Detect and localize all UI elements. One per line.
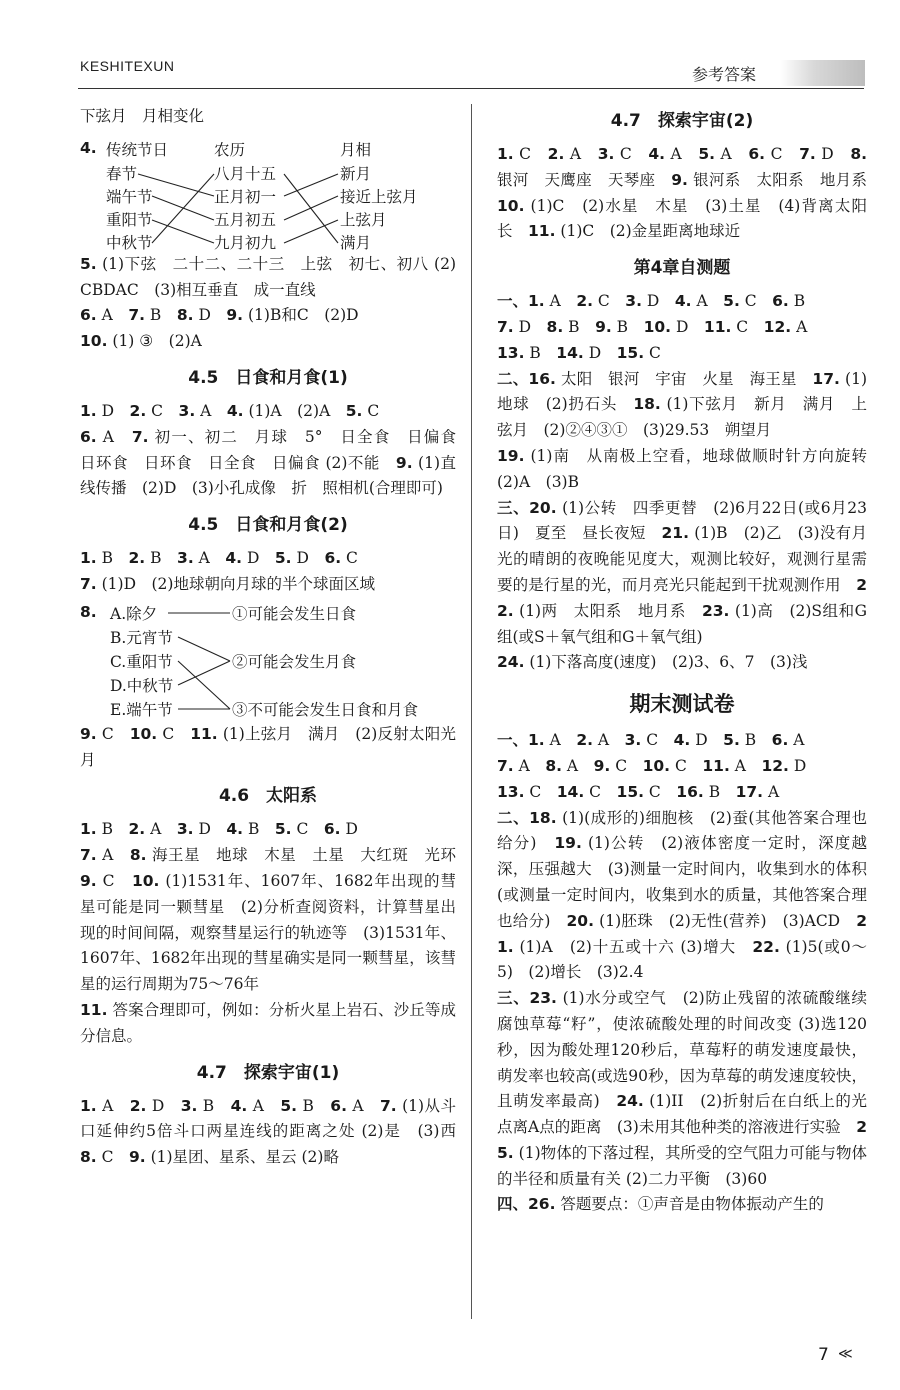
header-brand: KESHITEXUN bbox=[80, 58, 175, 74]
page-arrow-icon: ≪ bbox=[838, 1346, 853, 1362]
header-rule bbox=[78, 88, 864, 89]
q4-festival: 中秋节 bbox=[106, 233, 153, 252]
answers-eclipse-1: 1. D 2. C 3. A 4. (1)A (2)A 5. C 6. A 7. 初一、初二 月球 5° 日全食 日偏食 日环食 日环食 日全食 日偏食 (2)不能 9. (1)直线传播 (2)D (3)小孔成像 折 照相机(合理即可) bbox=[80, 401, 472, 498]
q4-header-phase: 月相 bbox=[340, 140, 372, 159]
page-number: 7 bbox=[818, 1345, 829, 1365]
header-title: 参考答案 bbox=[692, 65, 757, 84]
q4-lunar: 五月初五 bbox=[214, 210, 277, 229]
q4-phase: 接近上弦月 bbox=[340, 187, 418, 206]
answers-chapter4-test: 一、1. A 2. C 3. D 4. A 5. C 6. B 7. D 8. B 9. B 10. D 11. C 12. A 13. B 14. D 15. C 二、16. 太阳 银河 宇宙 火星 海王星 17. (1)地球 (2)扔石头 18. (1)下弦月 新月 满月 上弦月 (2)②④③① (3)29.53 朔望月 19. (1)南 从南极上空看，地球做顺时针方向旋转 (2)A (3)B 三、20. (1)公转 四季更替 (2)6月22日(或6月23日) 夏至 昼长夜短 21. (1)B (2)乙 (3)没有月光的晴朗的夜晚能见度大，观测比较好，观测行星需要的是行星的光，而月亮光只能起到干扰观测作用 22. (1)两 太阳系 地月系 23. (1)高 (2)S组和G组(或S＋氧气组和G＋氧气组) 24. (1)下落高度(速度) (2)3、6、7 (3)浅 bbox=[497, 292, 883, 672]
answers-block-1: 5. (1)下弦 二十二、二十三 上弦 初七、初八 (2)CBDAC (3)相互垂直 成一直线 6. A 7. B 8. D 9. (1)B和C (2)D 10. (1) ③ (2)A bbox=[80, 254, 456, 351]
q8-festival: A.除夕 bbox=[110, 604, 158, 623]
q4-festival: 重阳节 bbox=[106, 210, 153, 229]
q4-label: 4. bbox=[80, 138, 97, 157]
section-title-explore-universe-1: 4.7 探索宇宙(1) bbox=[196, 1062, 340, 1083]
section-title-final-exam: 期末测试卷 bbox=[629, 692, 735, 717]
answers-eclipse-2b: 9. C 10. C 11. (1)上弦月 满月 (2)反射太阳光 月 bbox=[80, 724, 472, 769]
q4-phase: 满月 bbox=[340, 233, 372, 252]
intro-line: 下弦月 月相变化 bbox=[80, 107, 205, 125]
q8-connector-lines bbox=[80, 598, 456, 722]
matching-q8 bbox=[80, 598, 456, 722]
section-title-eclipse-2: 4.5 日食和月食(2) bbox=[188, 515, 348, 536]
q4-header-lunar: 农历 bbox=[214, 140, 246, 159]
q8-festival: B.元宵节 bbox=[110, 628, 173, 647]
q4-festival: 春节 bbox=[106, 164, 138, 183]
answers-solar-system: 1. B 2. A 3. D 4. B 5. C 6. D 7. A 8. 海王星 地球 木星 土星 大红斑 光环 9. C 10. (1)1531年、1607年、1682年出现的彗星可能是同一颗彗星 (2)分析查阅资料，计算彗星出现的时间间隔，观察彗星运行的轨迹等 (3)1531年、1607年、1682年出现的彗星确实是同一颗彗星，该彗星的运行周期为75～76年 11. 答案合理即可，例如：分析火星上岩石、沙丘等成分信息。 bbox=[80, 820, 472, 1045]
section-title-chapter4-test: 第4章自测题 bbox=[633, 258, 731, 279]
answers-explore-universe-2: 1. C 2. A 3. C 4. A 5. A 6. C 7. D 8. 银河 天鹰座 天琴座 9. 银河系 太阳系 地月系 10. (1)C (2)水星 木星 (3)土星 (4)背离太阳 长 11. (1)C (2)金星距离地球近 bbox=[497, 145, 883, 241]
q8-result: ③不可能会发生日食和月食 bbox=[232, 700, 419, 719]
q4-lunar: 九月初九 bbox=[214, 233, 277, 252]
q4-lunar: 八月十五 bbox=[214, 164, 277, 183]
q4-festival: 端午节 bbox=[106, 187, 153, 206]
section-title-explore-universe-2: 4.7 探索宇宙(2) bbox=[610, 111, 754, 131]
header-bar bbox=[780, 60, 865, 86]
q4-header-festival: 传统节日 bbox=[106, 140, 169, 159]
q8-festival: C.重阳节 bbox=[110, 652, 173, 671]
q8-label: 8. bbox=[80, 602, 97, 621]
q4-connector-lines bbox=[80, 130, 456, 252]
q8-festival: E.端午节 bbox=[110, 700, 173, 719]
q4-lunar: 正月初一 bbox=[214, 187, 277, 206]
q4-phase: 上弦月 bbox=[340, 210, 387, 229]
section-title-solar-system: 4.6 太阳系 bbox=[218, 786, 318, 807]
q8-result: ②可能会发生月食 bbox=[232, 652, 357, 671]
left-column bbox=[80, 104, 472, 1171]
section-title-eclipse-1: 4.5 日食和月食(1) bbox=[188, 367, 348, 388]
matching-q4 bbox=[80, 130, 456, 252]
answers-eclipse-2: 1. B 2. B 3. A 4. D 5. D 6. C 7. (1)D (2)地球朝向月球的半个球面区域 bbox=[80, 549, 375, 593]
q8-result: ①可能会发生日食 bbox=[232, 604, 357, 623]
q8-festival: D.中秋节 bbox=[110, 676, 174, 695]
q4-phase: 新月 bbox=[340, 164, 372, 183]
right-column bbox=[497, 104, 883, 1218]
answers-final-exam: 一、1. A 2. A 3. C 4. D 5. B 6. A 7. A 8. A 9. C 10. C 11. A 12. D 13. C 14. C 15. C 16. B 17. A 二、18. (1)(成形的)细胞核 (2)蚕(其他答案合理也给分) 19. (1)公转 (2)液体密度一定时，深度越深，压强越大 (3)测量一定时间内，收集到水的体积(或测量一定时间内，收集到水的质量，其他答案合理也给分) 20. (1)胚珠 (2)无性(营养) (3)ACD 21. (1)A (2)十五或十六 (3)增大 22. (1)5(或0～5) (2)增长 (3)2.4 三、23. (1)水分或空气 (2)防止残留的浓硫酸继续腐蚀草莓“籽”，使浓硫酸处理的时间改变 (3)选120秒，因为酸处理120秒后，草莓籽的萌发速度最快，萌发率也较高(或选90秒，因为草莓的萌发速度较快，且萌发率最高) 24. (1)II (2)折射后在白纸上的光点离A点的距离 (3)未用其他种类的溶液进行实验 25. (1)物体的下落过程，其所受的空气阻力可能与物体的半径和质量有关 (2)二力平衡 (3)60 四、26. 答题要点：①声音是由物体振动产生的 bbox=[497, 731, 868, 1214]
answers-explore-universe-1: 1. A 2. D 3. B 4. A 5. B 6. A 7. (1)从斗口延伸约5倍斗口两星连线的距离之处 (2)是 (3)西 8. C 9. (1)星团、星系、星云 (2)略 bbox=[80, 1096, 472, 1167]
